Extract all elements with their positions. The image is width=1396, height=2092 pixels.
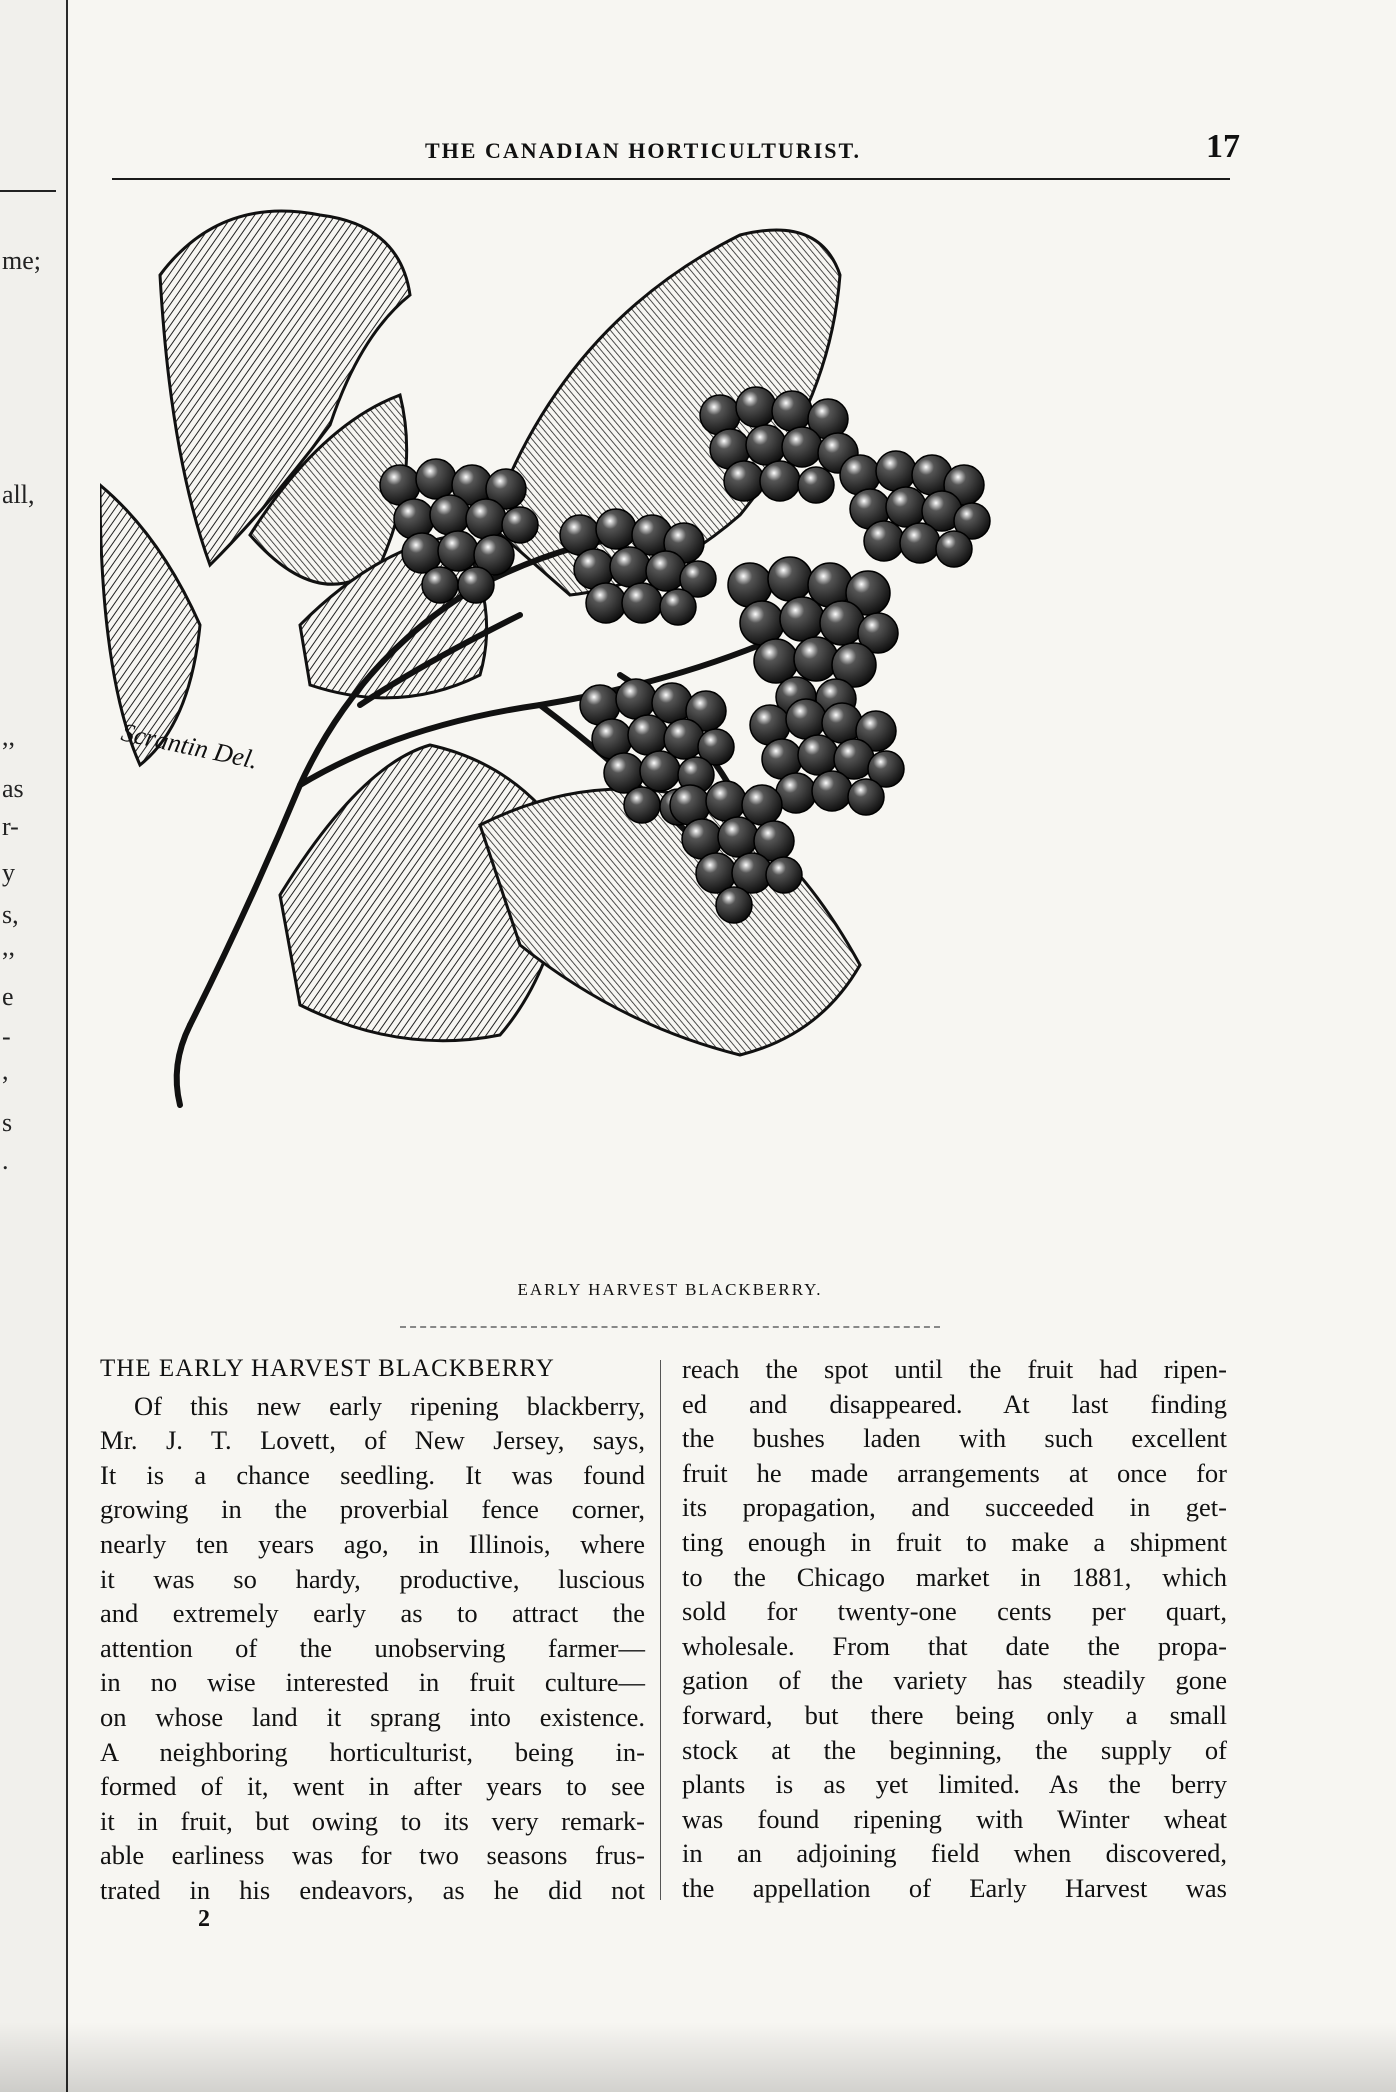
gutter-fragment: y (2, 858, 15, 887)
text-line: on whose land it sprang into existence. (100, 1701, 645, 1732)
column-divider (660, 1360, 661, 1900)
text-line: it in fruit, but owing to its very remark- (100, 1805, 645, 1836)
text-line: in no wise interested in fruit culture— (100, 1667, 645, 1698)
scan-shadow (0, 2022, 1396, 2092)
text-line: sold for twenty-one cents per quart, (682, 1596, 1227, 1627)
text-line: gation of the variety has steadily gone (682, 1665, 1227, 1696)
gutter-fragment: ,, (2, 722, 15, 751)
right-column (682, 1352, 1227, 1906)
gutter-fragment: me; (2, 246, 41, 275)
gutter-fragment: ,, (2, 932, 15, 961)
text-line: attention of the unobserving farmer— (100, 1632, 645, 1663)
text-line: Mr. J. T. Lovett, of New Jersey, says, (100, 1425, 645, 1456)
page-number: 17 (1206, 128, 1240, 165)
text-line: its propagation, and succeeded in get- (682, 1492, 1227, 1523)
text-line: the appellation of Early Harvest was (682, 1872, 1227, 1903)
text-line: nearly ten years ago, in Illinois, where (100, 1528, 645, 1559)
text-line: the bushes laden with such excellent (682, 1423, 1227, 1454)
gutter-fragment: - (2, 1022, 11, 1051)
text-line: ed and disappeared. At last finding (682, 1388, 1227, 1419)
facing-page-gutter (0, 0, 68, 2092)
article-title: THE EARLY HARVEST BLACKBERRY (100, 1355, 555, 1382)
gutter-fragment: r- (2, 812, 19, 841)
text-line: formed of it, went in after years to see (100, 1771, 645, 1802)
gutter-fragment: all, (2, 480, 35, 509)
caption-rule (400, 1326, 940, 1328)
text-line: ting enough in fruit to make a shipment (682, 1526, 1227, 1557)
gutter-fragment: e (2, 982, 14, 1011)
text-line: wholesale. From that date the propa- (682, 1630, 1227, 1661)
running-title: THE CANADIAN HORTICULTURIST. (425, 138, 862, 163)
text-line: growing in the proverbial fence corner, (100, 1494, 645, 1525)
text-line: trated in his endeavors, as he did not (100, 1874, 645, 1905)
blackberry-engraving (100, 205, 1240, 1270)
gutter-fragment: s, (2, 900, 19, 929)
text-line: forward, but there being only a small (682, 1699, 1227, 1730)
text-line: was found ripening with Winter wheat (682, 1803, 1227, 1834)
gutter-fragment: . (2, 1146, 9, 1175)
text-line: reach the spot until the fruit had ripen- (682, 1354, 1227, 1384)
gutter-fragment: s (2, 1108, 13, 1137)
text-line: able earliness was for two seasons frus- (100, 1840, 645, 1871)
text-line: to the Chicago market in 1881, which (682, 1561, 1227, 1592)
text-line: in an adjoining field when discovered, (682, 1838, 1227, 1869)
printer-signature-mark: 2 (198, 1906, 210, 1932)
text-line: It is a chance seedling. It was found (100, 1459, 645, 1490)
gutter-rule (0, 190, 56, 192)
gutter-fragment: , (2, 1056, 9, 1085)
page-header (110, 128, 1240, 168)
text-line: Of this new early ripening blackberry, (134, 1390, 645, 1421)
text-line: and extremely early as to attract the (100, 1598, 645, 1629)
text-line: plants is as yet limited. As the berry (682, 1769, 1227, 1800)
text-line: it was so hardy, productive, luscious (100, 1563, 645, 1594)
gutter-fragment: as (2, 774, 24, 803)
header-rule (112, 178, 1230, 180)
text-line: stock at the beginning, the supply of (682, 1734, 1227, 1765)
left-column (100, 1352, 645, 1908)
artist-signature: Scrantin Del. (118, 717, 261, 775)
text-line: A neighboring horticulturist, being in- (100, 1736, 645, 1767)
text-line: fruit he made arrangements at once for (682, 1457, 1227, 1488)
figure-caption: EARLY HARVEST BLACKBERRY. (517, 1280, 823, 1299)
